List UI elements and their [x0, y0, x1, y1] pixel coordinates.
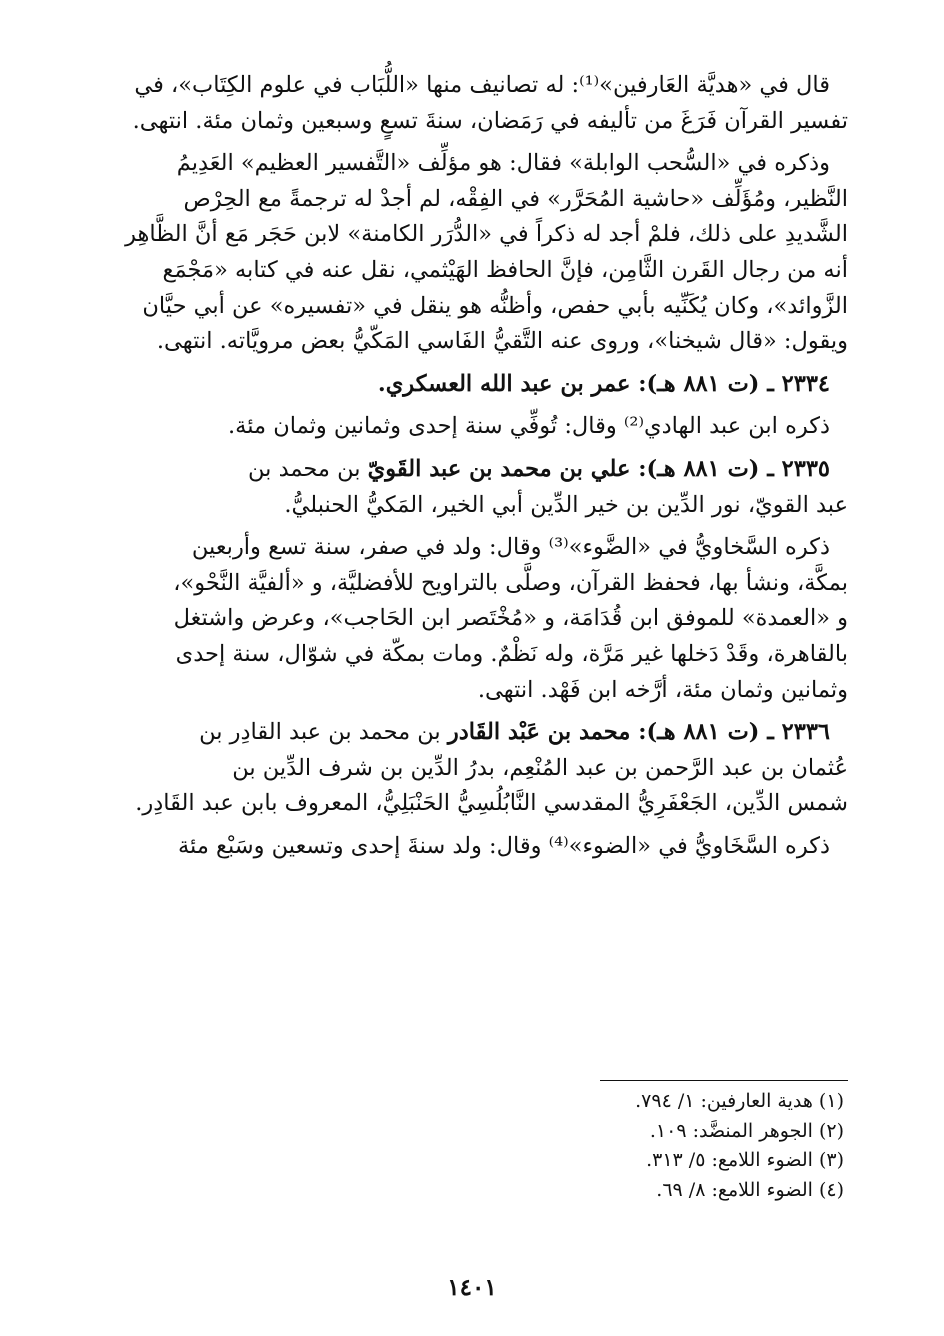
page-body [92, 68, 848, 871]
paragraph-ibn-abd-alhadi [92, 409, 848, 445]
text-line: ذكره السَّخَاويُّ في «الضوء»⁽⁴⁾ وقال: ولد سنةَ إحدى وتسعين وسَبْع مئة [177, 832, 830, 859]
footnote: (١) هدية العارفين: ١/ ٧٩٤. [635, 1090, 844, 1112]
entry-2335 [92, 452, 848, 523]
entry-heading: ٢٣٣٦ ـ (ت ٨٨١ هـ): محمد بن عَبْد القَادر [447, 719, 830, 746]
entry-heading-rest: بن محمد بن عبد القادِر بن [199, 719, 448, 746]
text-line: قال في «هديَّة العَارفين»⁽¹⁾: له تصانيف منها «اللُّبَاب في علوم الكِتَاب»، في [134, 72, 830, 98]
text-line: ذكره السَّخاويُّ في «الضَّوء»⁽³⁾ وقال: ولد في صفر، سنة تسع وأربعين [191, 534, 830, 561]
paragraph-lubab [92, 68, 848, 139]
text-line [92, 715, 848, 751]
footnote-divider [600, 1080, 848, 1081]
entry-heading: ٢٣٣٥ ـ (ت ٨٨١ هـ): علي بن محمد بن عبد القَويّ [367, 455, 830, 482]
page-number: ١٤٠١ [447, 1274, 497, 1301]
text-line: بالقاهرة، وقَدْ دَخلها غير مَرَّة، وله نَظْمٌ. ومات بمكّة في شوّال، سنة إحدى [175, 640, 848, 667]
entry-heading-rest: بن محمد بن [248, 455, 368, 482]
footnote: (٢) الجوهر المنضَّد: ١٠٩. [649, 1119, 844, 1142]
text-line: وذكره في «السُّحب الوابلة» فقال: هو مؤلِّف «التَّفسير العظيم» العَدِيمُ [176, 150, 830, 177]
paragraph-sakhawi-2 [92, 829, 848, 865]
footnote: (٣) الضوء اللامع: ٥/ ٣١٣. [646, 1149, 844, 1171]
text-line: بمكَّة، ونشأ بها، فحفظ القرآن، وصلَّى بالتراويح للأفضليَّة، و «ألفيَّة النَّحْو»، [173, 569, 848, 596]
entry-heading: ٢٣٣٤ ـ (ت ٨٨١ هـ): عمر بن عبد الله العسكري. [377, 370, 830, 397]
text-line: ويقول: «قال شيخنا»، وروى عنه التَّقيُّ الفَاسي المَكّيُّ بعض مرويَّاته. انتهى. [156, 328, 848, 355]
text-line [92, 452, 848, 488]
text-line: و «العمدة» للموفق ابن قُدَامَة، و «مُخْتَصر ابن الحَاجب»، وعرض واشتغل [173, 605, 848, 632]
entry-2334 [92, 367, 848, 403]
text-line: عُثمان بن عبد الرَّحمن بن عبد المُنْعِم، بدرُ الدِّين بن شرف الدِّين بن [232, 754, 848, 781]
paragraph-suhub [92, 146, 848, 360]
text-line: النَّظير، ومُؤَلِّف «حاشية المُحَرَّر» في الفِقْه، لم أجدْ له ترجمةً مع الحِرْص [183, 185, 848, 212]
text-line: الزَّوائد»، وكان يُكَنِّيه بأبي حفص، وأظنُّه هو ينقل في «تفسيره» عن أبي حيَّان [142, 292, 848, 319]
paragraph-sakhawi-1 [92, 530, 848, 708]
text-line: وثمانين وثمان مئة، أرَّخه ابن فَهْد. انتهى. [477, 676, 848, 703]
text-line: أنه من رجال القَرن الثَّامِن، فإنَّ الحافظ الهَيْثمي، نقل عنه في كتابه «مَجْمَع [162, 256, 848, 283]
text-line: تفسير القرآن فَرَغَ من تأليفه في رَمَضان، سنةَ تسعٍ وسبعين وثمان مئة. انتهى. [132, 107, 848, 134]
entry-2336 [92, 715, 848, 822]
text-line: عبد القويّ، نور الدِّين بن خير الدِّين أبي الخير، المَكيُّ الحنبليُّ. [284, 491, 848, 518]
footnote: (٤) الضوء اللامع: ٨/ ٦٩. [656, 1178, 844, 1201]
footnotes [92, 1080, 848, 1205]
text-line: الشَّديدِ على ذلك، فلمْ أجد له ذكراً في «الدُّرَر الكامنة» لابن حَجَر مَع أنَّ الظَّاهِر [125, 221, 848, 248]
text-line: ذكره ابن عبد الهادي⁽²⁾ وقال: تُوفِّي سنة إحدى وثمانين وثمان مئة. [228, 413, 830, 440]
text-line: شمس الدِّين، الجَعْفَرِيُّ المقدسي النَّابُلُسِيُّ الحَنْبَلِيُّ، المعروف بابن عبد القَادِر. [135, 790, 848, 817]
